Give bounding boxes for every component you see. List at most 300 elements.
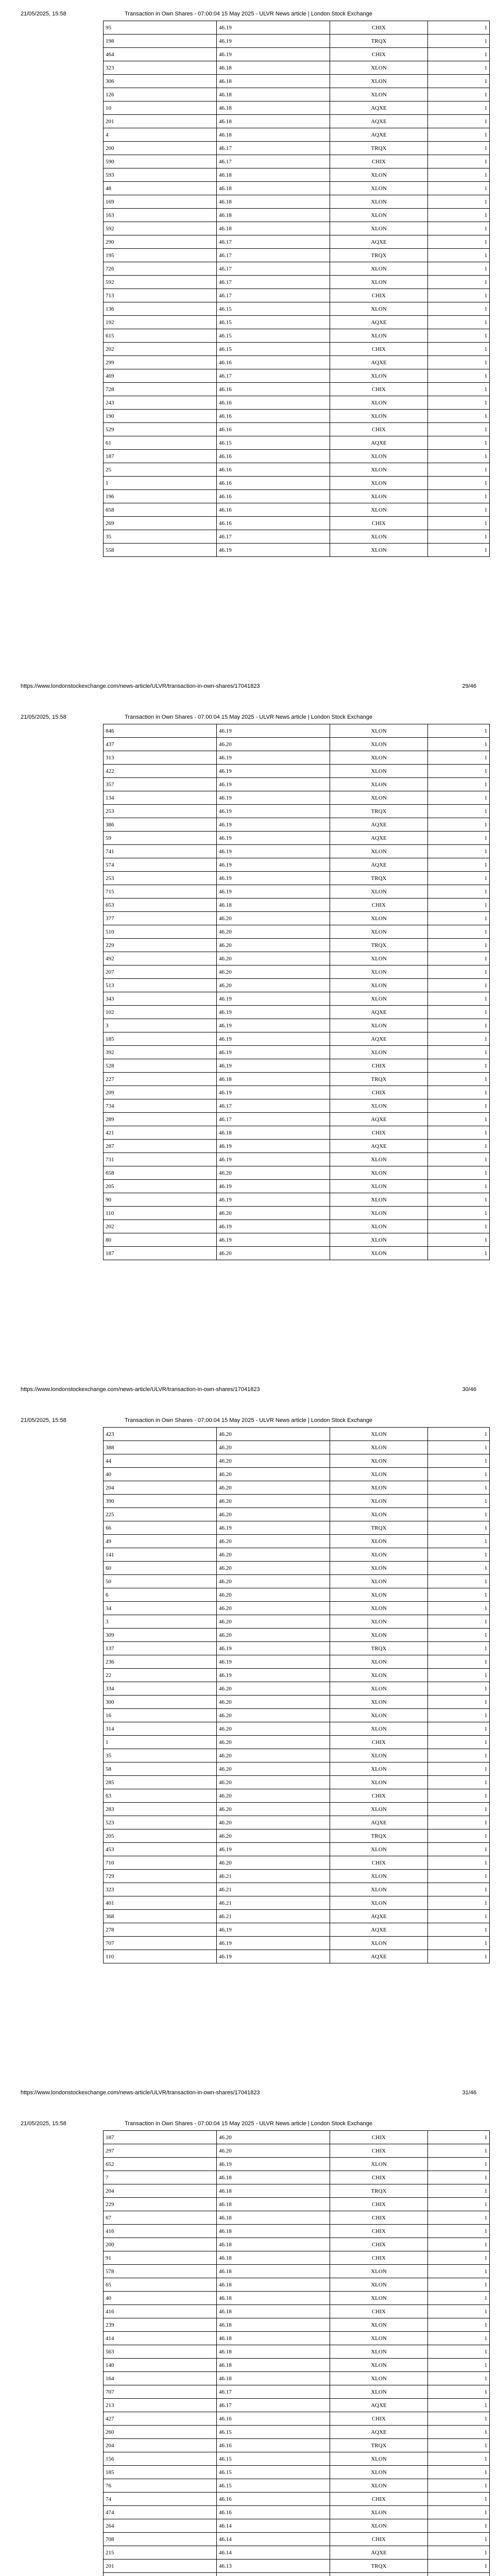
currency-cell: 1 — [428, 1153, 490, 1166]
transactions-table — [103, 21, 490, 557]
price-cell: 46.19 — [217, 1180, 330, 1193]
price-cell: 46.18 — [217, 61, 330, 75]
table-row — [104, 2278, 490, 2292]
volume-cell: 414 — [104, 2332, 217, 2345]
venue-cell: CHIX — [330, 899, 428, 912]
price-cell: 46.21 — [217, 1910, 330, 1923]
venue-cell: XLON — [330, 1870, 428, 1883]
venue-cell: CHIX — [330, 1059, 428, 1073]
table-row — [104, 805, 490, 818]
volume-cell: 513 — [104, 979, 217, 992]
currency-cell: 1 — [428, 356, 490, 369]
currency-cell: 1 — [428, 1870, 490, 1883]
venue-cell: XLON — [330, 369, 428, 383]
venue-cell: XLON — [330, 1153, 428, 1166]
venue-cell: XLON — [330, 1207, 428, 1220]
volume-cell: 163 — [104, 209, 217, 222]
volume-cell: 164 — [104, 2372, 217, 2385]
table-row — [104, 88, 490, 101]
volume-cell: 528 — [104, 1059, 217, 1073]
venue-cell: XLON — [330, 1548, 428, 1562]
venue-cell — [330, 2573, 428, 2576]
table-row — [104, 1166, 490, 1180]
volume-cell: 423 — [104, 1428, 217, 1441]
volume-cell — [104, 2573, 217, 2576]
table-row — [104, 738, 490, 751]
table-row — [104, 1535, 490, 1548]
price-cell: 46.19 — [217, 1843, 330, 1856]
volume-cell: 202 — [104, 1220, 217, 1233]
currency-cell: 1 — [428, 1629, 490, 1642]
venue-cell: XLON — [330, 2506, 428, 2519]
price-cell: 46.18 — [217, 168, 330, 182]
venue-cell: CHIX — [330, 517, 428, 530]
table-row — [104, 2184, 490, 2198]
volume-cell: 91 — [104, 2251, 217, 2265]
table-row — [104, 858, 490, 872]
price-cell: 46.16 — [217, 356, 330, 369]
currency-cell: 1 — [428, 1086, 490, 1099]
table-row — [104, 2144, 490, 2158]
volume-cell: 213 — [104, 2399, 217, 2412]
table-row — [104, 765, 490, 778]
volume-cell: 187 — [104, 1247, 217, 1260]
currency-cell: 1 — [428, 2318, 490, 2332]
currency-cell: 1 — [428, 195, 490, 209]
venue-cell: AQXE — [330, 1910, 428, 1923]
price-cell: 46.19 — [217, 1923, 330, 1937]
currency-cell — [428, 2573, 490, 2576]
currency-cell: 1 — [428, 383, 490, 396]
currency-cell: 1 — [428, 992, 490, 1006]
volume-cell: 58 — [104, 1762, 217, 1776]
currency-cell: 1 — [428, 1588, 490, 1602]
venue-cell: XLON — [330, 503, 428, 517]
venue-cell: XLON — [330, 925, 428, 939]
currency-cell: 1 — [428, 1709, 490, 1722]
currency-cell: 1 — [428, 249, 490, 262]
currency-cell: 1 — [428, 885, 490, 899]
table-row — [104, 343, 490, 356]
price-cell: 46.19 — [217, 765, 330, 778]
table-row — [104, 1508, 490, 1521]
volume-cell: 225 — [104, 1508, 217, 1521]
volume-cell: 386 — [104, 818, 217, 832]
volume-cell: 474 — [104, 2506, 217, 2519]
price-cell: 46.19 — [217, 858, 330, 872]
venue-cell: CHIX — [330, 2412, 428, 2426]
currency-cell: 1 — [428, 1247, 490, 1260]
currency-cell: 1 — [428, 503, 490, 517]
volume-cell: 198 — [104, 35, 217, 48]
price-cell: 46.18 — [217, 75, 330, 88]
venue-cell: XLON — [330, 1803, 428, 1816]
currency-cell: 1 — [428, 845, 490, 858]
price-cell: 46.20 — [217, 1789, 330, 1803]
price-cell: 46.20 — [217, 2144, 330, 2158]
volume-cell: 185 — [104, 2466, 217, 2479]
currency-cell: 1 — [428, 1843, 490, 1856]
venue-cell: XLON — [330, 1099, 428, 1113]
venue-cell: XLON — [330, 2265, 428, 2278]
currency-cell: 1 — [428, 1696, 490, 1709]
table-row — [104, 1696, 490, 1709]
venue-cell: XLON — [330, 751, 428, 765]
venue-cell: AQXE — [330, 101, 428, 115]
table-row — [104, 1099, 490, 1113]
currency-cell: 1 — [428, 2171, 490, 2184]
currency-cell: 1 — [428, 858, 490, 872]
price-cell: 46.16 — [217, 450, 330, 463]
venue-cell: XLON — [330, 302, 428, 316]
volume-cell: 110 — [104, 1207, 217, 1220]
volume-cell: 615 — [104, 329, 217, 343]
price-cell: 46.18 — [217, 2211, 330, 2225]
venue-cell: XLON — [330, 1454, 428, 1468]
volume-cell: 229 — [104, 2198, 217, 2211]
table-row — [104, 2519, 490, 2533]
venue-cell: XLON — [330, 2332, 428, 2345]
venue-cell: XLON — [330, 222, 428, 235]
price-cell: 46.20 — [217, 1829, 330, 1843]
table-row — [104, 369, 490, 383]
volume-cell: 343 — [104, 992, 217, 1006]
price-cell: 46.19 — [217, 1950, 330, 1963]
printed-page — [0, 703, 497, 1406]
volume-cell: 285 — [104, 1776, 217, 1789]
price-cell: 46.20 — [217, 1247, 330, 1260]
volume-cell: 707 — [104, 2385, 217, 2399]
currency-cell: 1 — [428, 101, 490, 115]
volume-cell: 297 — [104, 2144, 217, 2158]
volume-cell: 209 — [104, 1086, 217, 1099]
page-header — [21, 2120, 476, 2127]
venue-cell: XLON — [330, 1896, 428, 1910]
currency-cell: 1 — [428, 302, 490, 316]
price-cell: 46.20 — [217, 1481, 330, 1495]
volume-cell: 578 — [104, 2265, 217, 2278]
volume-cell: 187 — [104, 2131, 217, 2144]
volume-cell: 44 — [104, 1454, 217, 1468]
volume-cell: 713 — [104, 289, 217, 302]
table-row — [104, 142, 490, 155]
table-row — [104, 35, 490, 48]
currency-cell: 1 — [428, 1910, 490, 1923]
volume-cell: 169 — [104, 195, 217, 209]
table-row — [104, 1233, 490, 1247]
currency-cell: 1 — [428, 2184, 490, 2198]
volume-cell: 190 — [104, 410, 217, 423]
table-row — [104, 1140, 490, 1153]
table-row — [104, 1441, 490, 1454]
volume-cell: 523 — [104, 1816, 217, 1829]
table-row — [104, 155, 490, 168]
venue-cell: XLON — [330, 262, 428, 276]
table-row — [104, 2158, 490, 2171]
table-row — [104, 75, 490, 88]
volume-cell: 314 — [104, 1722, 217, 1736]
volume-cell: 201 — [104, 115, 217, 128]
price-cell: 46.18 — [217, 195, 330, 209]
venue-cell: XLON — [330, 329, 428, 343]
table-row — [104, 396, 490, 410]
page-number: 30/46 — [462, 1386, 476, 1393]
venue-cell: XLON — [330, 168, 428, 182]
volume-cell: 16 — [104, 1709, 217, 1722]
document-title: Transaction in Own Shares - 07:00:04 15 May 2025 - ULVR News article | London Stock Exchange — [125, 714, 372, 720]
venue-cell: XLON — [330, 1562, 428, 1575]
price-cell: 46.19 — [217, 845, 330, 858]
currency-cell: 1 — [428, 1548, 490, 1562]
page-header — [21, 10, 476, 18]
currency-cell: 1 — [428, 477, 490, 490]
table-row — [104, 2292, 490, 2305]
venue-cell: XLON — [330, 1762, 428, 1776]
price-cell: 46.16 — [217, 477, 330, 490]
price-cell: 46.15 — [217, 316, 330, 329]
volume-cell: 283 — [104, 1803, 217, 1816]
volume-cell: 7 — [104, 2171, 217, 2184]
venue-cell: XLON — [330, 182, 428, 195]
price-cell: 46.19 — [217, 791, 330, 805]
table-row — [104, 2211, 490, 2225]
currency-cell: 1 — [428, 289, 490, 302]
currency-cell: 1 — [428, 1722, 490, 1736]
volume-cell: 734 — [104, 1099, 217, 1113]
table-row — [104, 2359, 490, 2372]
price-cell: 46.20 — [217, 939, 330, 952]
table-row — [104, 1910, 490, 1923]
table-row — [104, 168, 490, 182]
price-cell: 46.19 — [217, 1521, 330, 1535]
price-cell: 46.18 — [217, 128, 330, 142]
venue-cell: XLON — [330, 1655, 428, 1669]
venue-cell: XLON — [330, 778, 428, 791]
venue-cell: XLON — [330, 1682, 428, 1696]
price-cell: 46.15 — [217, 302, 330, 316]
volume-cell: 590 — [104, 155, 217, 168]
currency-cell: 1 — [428, 182, 490, 195]
price-cell: 46.19 — [217, 48, 330, 61]
currency-cell: 1 — [428, 1495, 490, 1508]
venue-cell: XLON — [330, 1709, 428, 1722]
volume-cell: 464 — [104, 48, 217, 61]
table-row — [104, 1006, 490, 1019]
volume-cell: 205 — [104, 1180, 217, 1193]
table-row — [104, 1073, 490, 1086]
venue-cell: XLON — [330, 1776, 428, 1789]
table-row — [104, 450, 490, 463]
page-header — [21, 1417, 476, 1424]
venue-cell: AQXE — [330, 235, 428, 249]
volume-cell: 401 — [104, 1896, 217, 1910]
volume-cell: 306 — [104, 75, 217, 88]
price-cell: 46.18 — [217, 182, 330, 195]
table-row — [104, 845, 490, 858]
price-cell: 46.18 — [217, 2251, 330, 2265]
currency-cell: 1 — [428, 899, 490, 912]
price-cell: 46.19 — [217, 1019, 330, 1032]
venue-cell: XLON — [330, 477, 428, 490]
volume-cell: 299 — [104, 356, 217, 369]
price-cell: 46.20 — [217, 1696, 330, 1709]
print-date: 21/05/2025, 15:58 — [21, 714, 66, 720]
volume-cell: 243 — [104, 396, 217, 410]
volume-cell: 392 — [104, 1046, 217, 1059]
venue-cell: XLON — [330, 791, 428, 805]
price-cell: 46.20 — [217, 1736, 330, 1749]
price-cell: 46.18 — [217, 2238, 330, 2251]
venue-cell: CHIX — [330, 2533, 428, 2546]
table-row — [104, 115, 490, 128]
price-cell: 46.20 — [217, 912, 330, 925]
currency-cell: 1 — [428, 517, 490, 530]
volume-cell: 510 — [104, 925, 217, 939]
table-row — [104, 2399, 490, 2412]
table-row — [104, 1046, 490, 1059]
venue-cell: XLON — [330, 2519, 428, 2533]
volume-cell: 653 — [104, 899, 217, 912]
price-cell: 46.19 — [217, 21, 330, 35]
venue-cell: XLON — [330, 1508, 428, 1521]
venue-cell: XLON — [330, 885, 428, 899]
table-row — [104, 1803, 490, 1816]
price-cell: 46.19 — [217, 1655, 330, 1669]
price-cell: 46.19 — [217, 872, 330, 885]
volume-cell: 126 — [104, 88, 217, 101]
venue-cell: XLON — [330, 1937, 428, 1950]
table-row — [104, 912, 490, 925]
currency-cell: 1 — [428, 1896, 490, 1910]
currency-cell: 1 — [428, 450, 490, 463]
currency-cell: 1 — [428, 128, 490, 142]
price-cell: 46.17 — [217, 276, 330, 289]
volume-cell: 492 — [104, 952, 217, 965]
venue-cell: TRQX — [330, 1073, 428, 1086]
table-row — [104, 1950, 490, 1963]
volume-cell: 260 — [104, 2426, 217, 2439]
volume-cell: 323 — [104, 1883, 217, 1896]
currency-cell: 1 — [428, 1816, 490, 1829]
currency-cell: 1 — [428, 48, 490, 61]
price-cell: 46.18 — [217, 1126, 330, 1140]
venue-cell: XLON — [330, 2359, 428, 2372]
venue-cell: XLON — [330, 2278, 428, 2292]
currency-cell: 1 — [428, 1937, 490, 1950]
venue-cell: CHIX — [330, 2171, 428, 2184]
venue-cell: XLON — [330, 88, 428, 101]
venue-cell: CHIX — [330, 289, 428, 302]
currency-cell: 1 — [428, 1776, 490, 1789]
price-cell: 46.18 — [217, 2372, 330, 2385]
price-cell: 46.18 — [217, 2171, 330, 2184]
venue-cell: TRQX — [330, 2184, 428, 2198]
currency-cell: 1 — [428, 530, 490, 544]
currency-cell: 1 — [428, 1669, 490, 1682]
currency-cell: 1 — [428, 1428, 490, 1441]
table-row — [104, 423, 490, 436]
table-row — [104, 182, 490, 195]
table-row — [104, 1086, 490, 1099]
venue-cell: TRQX — [330, 249, 428, 262]
page-number: 31/46 — [462, 2090, 476, 2096]
venue-cell: XLON — [330, 61, 428, 75]
venue-cell: XLON — [330, 490, 428, 503]
price-cell: 46.20 — [217, 1468, 330, 1481]
volume-cell: 48 — [104, 182, 217, 195]
currency-cell: 1 — [428, 1126, 490, 1140]
volume-cell: 437 — [104, 738, 217, 751]
volume-cell: 200 — [104, 142, 217, 155]
table-row — [104, 222, 490, 235]
table-row — [104, 356, 490, 369]
venue-cell: AQXE — [330, 832, 428, 845]
volume-cell: 558 — [104, 544, 217, 557]
table-row — [104, 751, 490, 765]
price-cell: 46.19 — [217, 818, 330, 832]
table-row — [104, 899, 490, 912]
volume-cell: 59 — [104, 832, 217, 845]
venue-cell: CHIX — [330, 48, 428, 61]
price-cell: 46.19 — [217, 832, 330, 845]
volume-cell: 416 — [104, 2225, 217, 2238]
price-cell: 46.15 — [217, 2479, 330, 2493]
table-row — [104, 872, 490, 885]
price-cell: 46.16 — [217, 2412, 330, 2426]
venue-cell: XLON — [330, 530, 428, 544]
venue-cell: TRQX — [330, 2439, 428, 2452]
volume-cell: 323 — [104, 61, 217, 75]
table-row — [104, 463, 490, 477]
currency-cell: 1 — [428, 925, 490, 939]
volume-cell: 1 — [104, 477, 217, 490]
volume-cell: 707 — [104, 1937, 217, 1950]
currency-cell: 1 — [428, 2131, 490, 2144]
table-row — [104, 1153, 490, 1166]
venue-cell: CHIX — [330, 2225, 428, 2238]
currency-cell: 1 — [428, 724, 490, 738]
venue-cell: TRQX — [330, 1642, 428, 1655]
volume-cell: 236 — [104, 1655, 217, 1669]
volume-cell: 421 — [104, 1126, 217, 1140]
volume-cell: 95 — [104, 21, 217, 35]
venue-cell: XLON — [330, 992, 428, 1006]
price-cell: 46.20 — [217, 1166, 330, 1180]
currency-cell: 1 — [428, 2198, 490, 2211]
price-cell: 46.20 — [217, 952, 330, 965]
currency-cell: 1 — [428, 21, 490, 35]
price-cell: 46.15 — [217, 436, 330, 450]
volume-cell: 658 — [104, 1166, 217, 1180]
price-cell: 46.20 — [217, 1548, 330, 1562]
table-row — [104, 818, 490, 832]
currency-cell: 1 — [428, 939, 490, 952]
currency-cell: 1 — [428, 2372, 490, 2385]
price-cell: 46.19 — [217, 544, 330, 557]
price-cell: 46.19 — [217, 1046, 330, 1059]
venue-cell: XLON — [330, 1722, 428, 1736]
currency-cell: 1 — [428, 1762, 490, 1776]
price-cell: 46.15 — [217, 343, 330, 356]
currency-cell: 1 — [428, 1059, 490, 1073]
volume-cell: 80 — [104, 1233, 217, 1247]
currency-cell: 1 — [428, 2332, 490, 2345]
currency-cell: 1 — [428, 2238, 490, 2251]
venue-cell: CHIX — [330, 2144, 428, 2158]
transactions-table — [103, 1427, 490, 1963]
volume-cell: 66 — [104, 1521, 217, 1535]
price-cell: 46.17 — [217, 142, 330, 155]
